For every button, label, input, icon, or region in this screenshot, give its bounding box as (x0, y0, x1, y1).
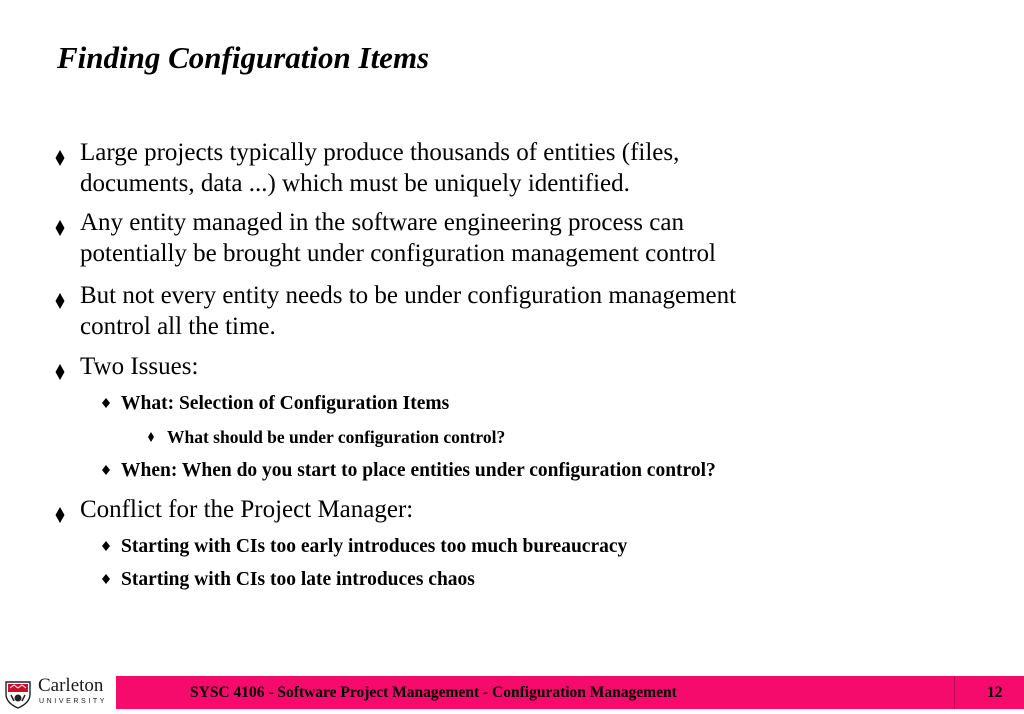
sub-bullet-item: Starting with CIs too early introduces too much bureaucracy (121, 536, 628, 557)
bullet-text-line: potentially be brought under configuration management control (80, 240, 716, 267)
logo-subtitle: UNIVERSITY (39, 698, 108, 705)
diamond-bullet-icon (52, 362, 68, 382)
footer-divider (954, 676, 955, 709)
bullet-text-line: control all the time. (80, 313, 276, 340)
university-logo (2, 677, 114, 709)
bullet-item (80, 207, 716, 269)
sub-bullet-item: What: Selection of Configuration Items (121, 393, 450, 414)
bullet-text-line: Large projects typically produce thousands of entities (files, (80, 139, 680, 166)
diamond-bullet-icon (99, 537, 115, 557)
page-number: 12 (987, 684, 1003, 701)
diamond-bullet-icon (52, 505, 68, 525)
logo-name: Carleton (38, 675, 104, 696)
bullet-item (80, 280, 736, 342)
diamond-bullet-icon (52, 291, 68, 311)
bullet-item (80, 494, 413, 525)
sub-bullet-item: Starting with CIs too late introduces chaos (121, 569, 475, 590)
bullet-text-line: Two Issues: (80, 353, 199, 380)
bullet-text-line: Any entity managed in the software engineering process can (80, 209, 684, 236)
diamond-bullet-icon (99, 461, 115, 481)
diamond-bullet-icon (52, 218, 68, 238)
diamond-bullet-icon (52, 148, 68, 168)
bullet-text-line: Conflict for the Project Manager: (80, 496, 414, 523)
slide-title: Finding Configuration Items (57, 40, 430, 75)
bullet-item (80, 351, 198, 382)
course-title: SYSC 4106 - Software Project Management - Configuration Management (190, 684, 677, 701)
sub-sub-bullet-item: What should be under configuration control? (167, 427, 506, 447)
diamond-bullet-icon (145, 428, 161, 448)
diamond-bullet-icon (99, 394, 115, 414)
university-crest-icon (2, 677, 34, 714)
sub-bullet-item: When: When do you start to place entities under configuration control? (121, 460, 716, 481)
bullet-text-line: But not every entity needs to be under configuration management (80, 282, 737, 309)
bullet-item (80, 137, 679, 199)
slide-footer (0, 676, 1024, 709)
diamond-bullet-icon (99, 570, 115, 590)
bullet-text-line: documents, data ...) which must be uniquely identified. (80, 170, 630, 197)
